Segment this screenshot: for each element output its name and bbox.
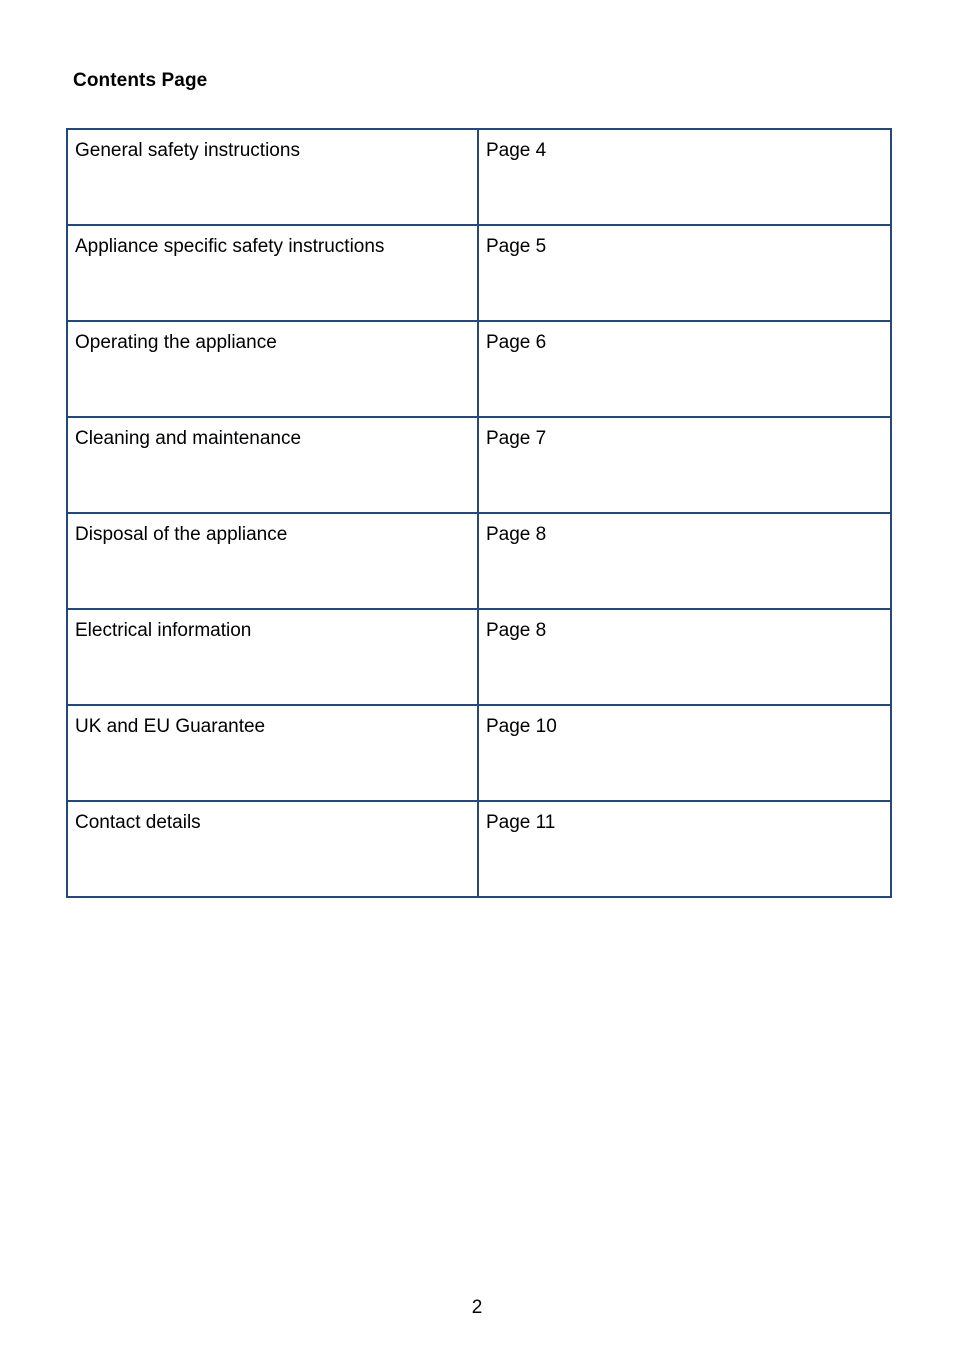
section-title-cell: General safety instructions: [67, 129, 478, 225]
section-title-cell: Electrical information: [67, 609, 478, 705]
table-row: [67, 321, 891, 417]
section-title-cell: Appliance specific safety instructions: [67, 225, 478, 321]
page-reference-cell: Page 10: [478, 705, 891, 801]
table-row: [67, 513, 891, 609]
table-row: [67, 225, 891, 321]
page-title: Contents Page: [73, 70, 208, 91]
page-reference-cell: Page 11: [478, 801, 891, 897]
page-reference-cell: Page 6: [478, 321, 891, 417]
section-title-cell: Disposal of the appliance: [67, 513, 478, 609]
table-row: [67, 801, 891, 897]
section-title-cell: UK and EU Guarantee: [67, 705, 478, 801]
table-row: [67, 129, 891, 225]
contents-table: [66, 128, 892, 898]
page-reference-cell: Page 8: [478, 609, 891, 705]
page-reference-cell: Page 4: [478, 129, 891, 225]
table-row: [67, 609, 891, 705]
table-row: [67, 705, 891, 801]
table-row: [67, 417, 891, 513]
section-title-cell: Cleaning and maintenance: [67, 417, 478, 513]
section-title-cell: Operating the appliance: [67, 321, 478, 417]
section-title-cell: Contact details: [67, 801, 478, 897]
page-reference-cell: Page 8: [478, 513, 891, 609]
page-reference-cell: Page 7: [478, 417, 891, 513]
page-reference-cell: Page 5: [478, 225, 891, 321]
page-number: 2: [471, 1297, 483, 1318]
